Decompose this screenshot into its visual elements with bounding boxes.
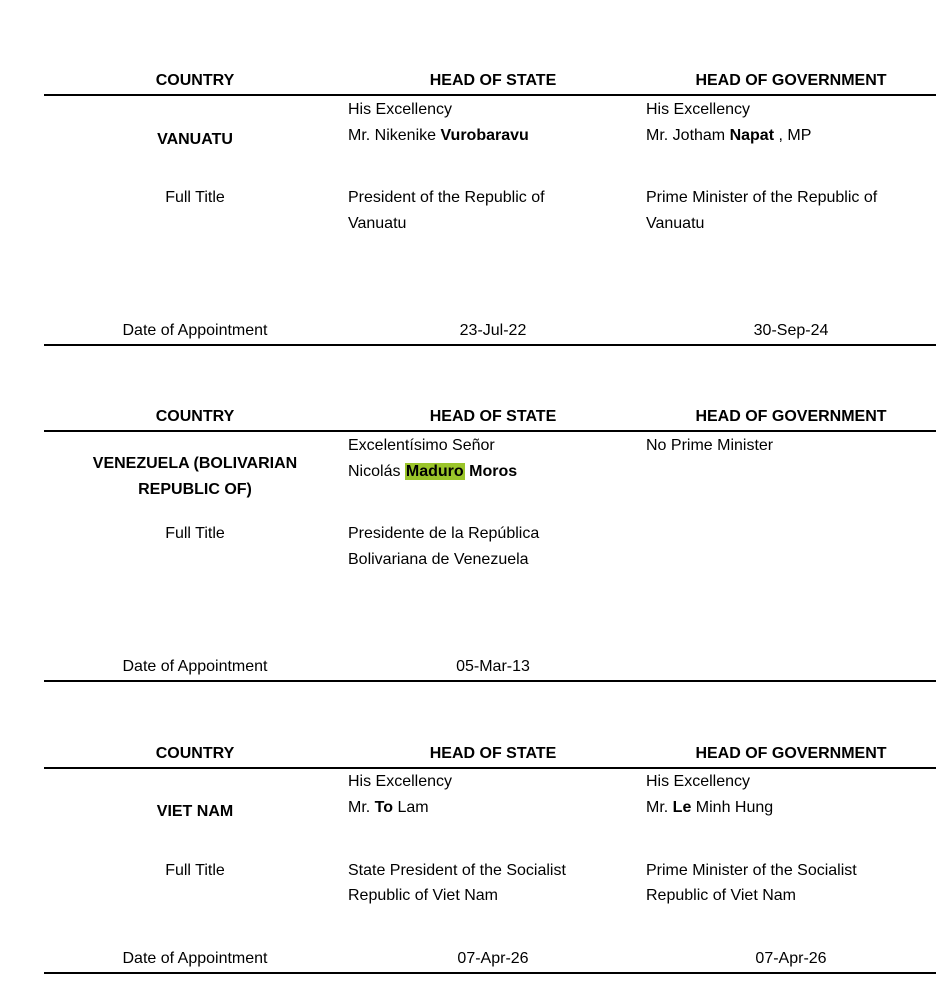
head-of-state-header: HEAD OF STATE	[429, 745, 557, 762]
full-title-label: Full Title	[165, 525, 225, 542]
country-header: COUNTRY	[155, 72, 235, 89]
government-title-line1: Prime Minister of the Socialist	[646, 862, 857, 879]
full-title-label: Full Title	[165, 189, 225, 206]
government-surname: Le	[672, 799, 692, 816]
state-title-line2: Republic of Viet Nam	[348, 887, 498, 904]
full-title-label: Full Title	[165, 862, 225, 879]
state-appointment-date: 07-Apr-26	[457, 950, 529, 967]
record-bottom-divider	[44, 972, 936, 974]
state-title-line1: President of the Republic of	[348, 189, 545, 206]
record-bottom-divider	[44, 344, 936, 346]
country-header: COUNTRY	[155, 745, 235, 762]
government-title-line2: Vanuatu	[646, 215, 705, 232]
government-name: Mr. Le Minh Hung	[646, 799, 774, 816]
date-of-appointment-label: Date of Appointment	[122, 658, 268, 675]
government-title-line2: Republic of Viet Nam	[646, 887, 796, 904]
head-of-government-header: HEAD OF GOVERNMENT	[695, 745, 887, 762]
no-prime-minister-note: No Prime Minister	[646, 437, 774, 454]
head-of-government-header: HEAD OF GOVERNMENT	[695, 72, 887, 89]
government-appointment-date: 07-Apr-26	[755, 950, 827, 967]
state-honorific: His Excellency	[348, 101, 453, 118]
state-title-line2: Vanuatu	[348, 215, 407, 232]
state-appointment-date: 05-Mar-13	[456, 658, 530, 675]
state-name: Nicolás Maduro Moros	[348, 463, 518, 480]
government-title-line1: Prime Minister of the Republic of	[646, 189, 878, 206]
state-honorific: His Excellency	[348, 773, 453, 790]
header-divider	[44, 430, 936, 432]
country-name: VANUATU	[157, 131, 233, 148]
date-of-appointment-label: Date of Appointment	[122, 950, 268, 967]
country-name-line1: VENEZUELA (BOLIVARIAN	[92, 455, 298, 472]
country-name-line2: REPUBLIC OF)	[138, 481, 252, 498]
country-header: COUNTRY	[155, 408, 235, 425]
government-appointment-date: 30-Sep-24	[753, 322, 829, 339]
state-surname-rest: Moros	[464, 463, 518, 480]
state-honorific: Excelentísimo Señor	[348, 437, 495, 454]
state-surname: Vurobaravu	[440, 127, 529, 144]
state-title-line1: Presidente de la República	[348, 525, 540, 542]
state-title-line2: Bolivariana de Venezuela	[348, 551, 529, 568]
state-name: Mr. To Lam	[348, 799, 429, 816]
record-bottom-divider	[44, 680, 936, 682]
header-divider	[44, 94, 936, 96]
state-surname-highlighted: Maduro	[405, 463, 464, 480]
date-of-appointment-label: Date of Appointment	[122, 322, 268, 339]
header-divider	[44, 767, 936, 769]
government-name: Mr. Jotham Napat , MP	[646, 127, 812, 144]
head-of-state-header: HEAD OF STATE	[429, 72, 557, 89]
state-appointment-date: 23-Jul-22	[459, 322, 527, 339]
government-honorific: His Excellency	[646, 773, 751, 790]
state-name: Mr. Nikenike Vurobaravu	[348, 127, 529, 144]
state-title-line1: State President of the Socialist	[348, 862, 566, 879]
country-name: VIET NAM	[156, 803, 234, 820]
head-of-government-header: HEAD OF GOVERNMENT	[695, 408, 887, 425]
government-honorific: His Excellency	[646, 101, 751, 118]
government-surname: Napat	[729, 127, 775, 144]
state-surname: To	[374, 799, 394, 816]
head-of-state-header: HEAD OF STATE	[429, 408, 557, 425]
